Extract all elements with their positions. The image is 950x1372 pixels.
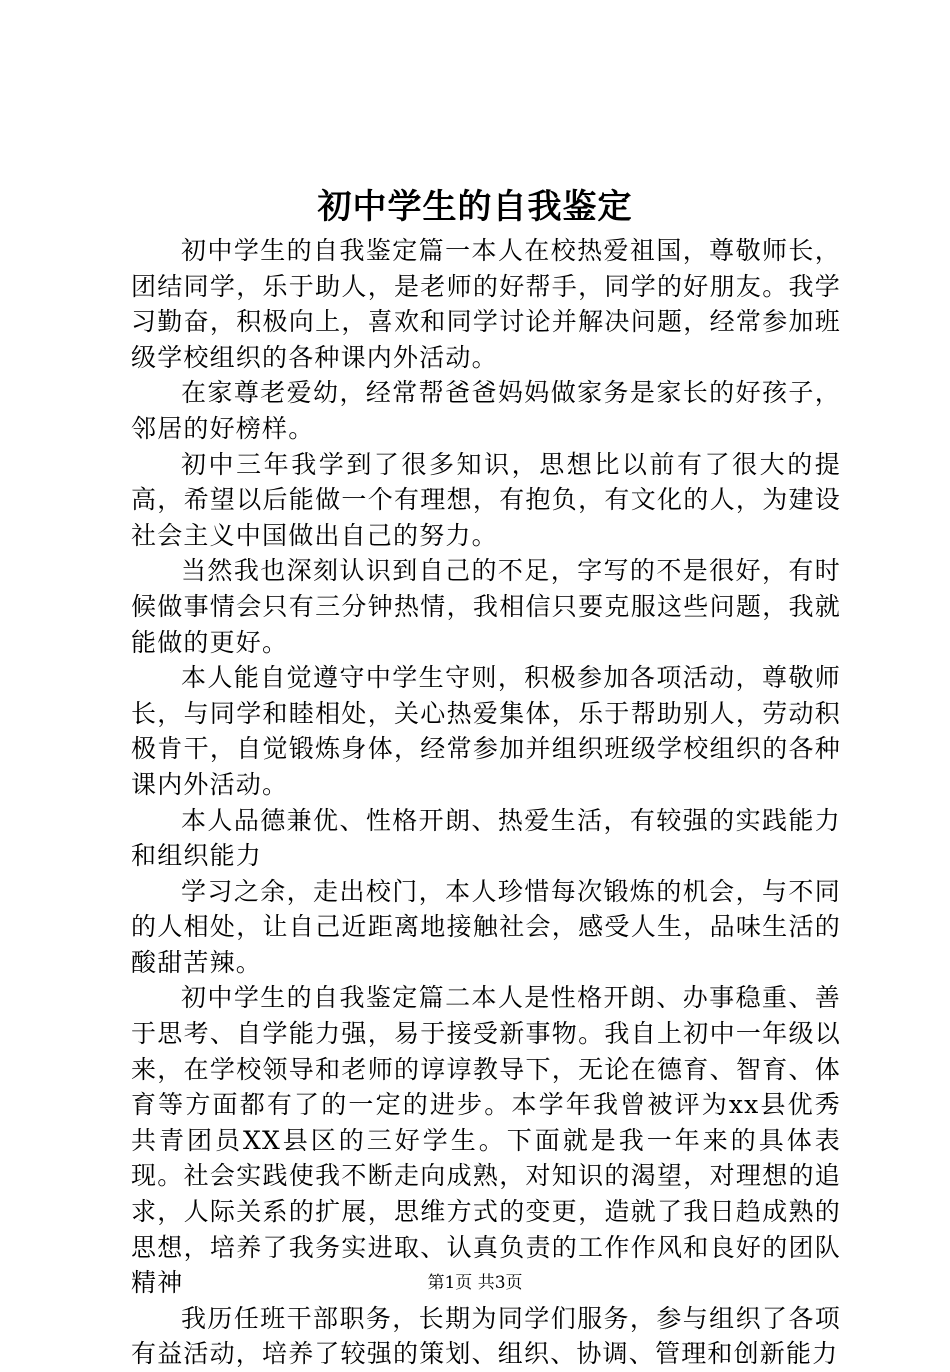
paragraph: 初中学生的自我鉴定篇二本人是性格开朗、办事稳重、善于思考、自学能力强，易于接受新事物。我自上初中一年级以来，在学校领导和老师的谆谆教导下，无论在德育、智育、体育等方面都有了的一定的进步。本学年我曾被评为xx县优秀共青团员XX县区的三好学生。下面就是我一年来的具体表现。社会实践使我不断走向成熟，对知识的渴望，对理想的追求，人际关系的扩展，思维方式的变更，造就了我日趋成熟的思想，培养了我务实进取、认真负责的工作作风和良好的团队精神 [131, 983, 841, 1298]
paragraph: 本人品德兼优、性格开朗、热爱生活，有较强的实践能力和组织能力 [131, 805, 841, 871]
document-body [131, 233, 841, 1372]
paragraph: 初中三年我学到了很多知识，思想比以前有了很大的提高，希望以后能做一个有理想，有抱负，有文化的人，为建设社会主义中国做出自己的努力。 [131, 449, 841, 550]
paragraph: 本人能自觉遵守中学生守则，积极参加各项活动，尊敬师长，与同学和睦相处，关心热爱集体，乐于帮助别人，劳动积极肯干，自觉锻炼身体，经常参加并组织班级学校组织的各种课内外活动。 [131, 663, 841, 799]
paragraph: 我历任班干部职务，长期为同学们服务，参与组织了各项有益活动，培养了较强的策划、组织、协调、管理和创新能力 [131, 1303, 841, 1369]
paragraph: 当然我也深刻认识到自己的不足，字写的不是很好，有时候做事情会只有三分钟热情，我相信只要克服这些问题，我就能做的更好。 [131, 556, 841, 657]
paragraph: 初中学生的自我鉴定篇一本人在校热爱祖国，尊敬师长，团结同学，乐于助人，是老师的好帮手，同学的好朋友。我学习勤奋，积极向上，喜欢和同学讨论并解决问题，经常参加班级学校组织的各种课内外活动。 [131, 236, 841, 372]
paragraph: 在家尊老爱幼，经常帮爸爸妈妈做家务是家长的好孩子，邻居的好榜样。 [131, 378, 841, 443]
page-footer: 第1页 共3页 [427, 1273, 523, 1293]
document-title: 初中学生的自我鉴定 [317, 187, 633, 227]
paragraph: 学习之余，走出校门，本人珍惜每次锻炼的机会，与不同的人相处，让自己近距离地接触社会，感受人生，品味生活的酸甜苦辣。 [131, 876, 841, 977]
